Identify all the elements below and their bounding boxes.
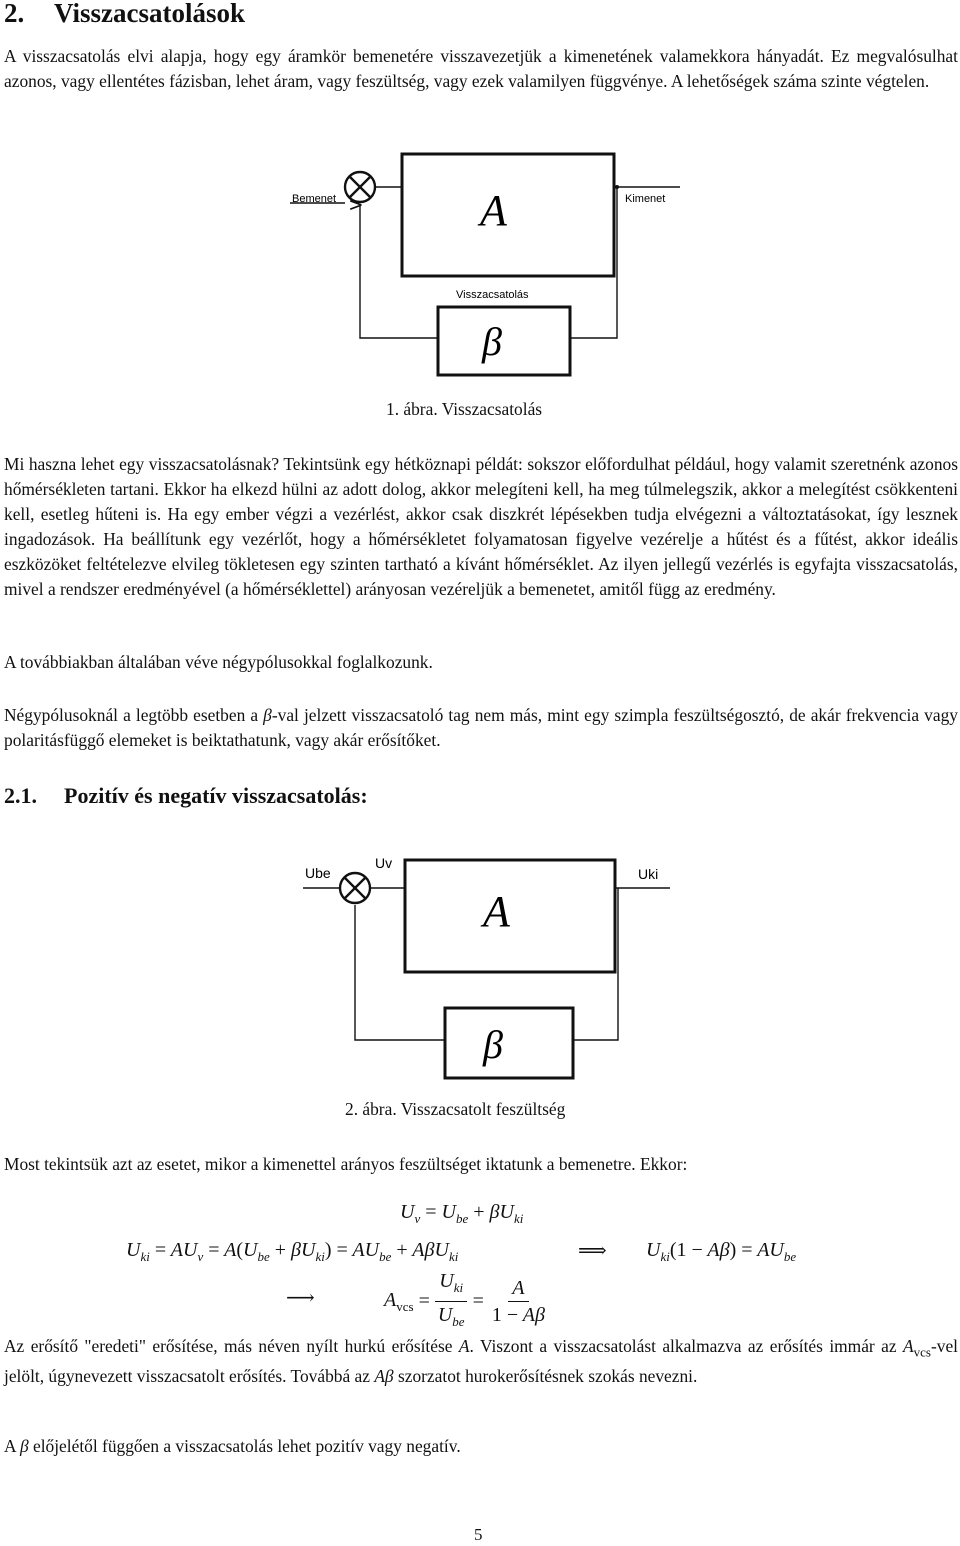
feedback-label: Visszacsatolás xyxy=(456,289,529,301)
equation-output-voltage: $U_{ki} = AU_v = A(U_{be} + \beta U_{ki}) = AU_{be} + A\beta U_{ki}$ xyxy=(126,1239,459,1264)
section-heading xyxy=(4,0,245,29)
paragraph-four-pole: A továbbiakban általában véve négypólusokkal foglalkozunk. xyxy=(4,652,433,672)
paragraph-thermostat-example: Mi haszna lehet egy visszacsatolásnak? Tekintsünk egy hétköznapi példát: sokszor előfordulhat például, hogy valamit szeretnénk azonos hőmérsékleten tartani. Ekkor ha elkezd hülni az adott dolog, akkor melegíteni kell, ha meg túlmelegszik, akkor a melegítést csökkenteni kell, esetleg hűteni is. Ha egy ember végzi a vezérlést, akkor csak diszkrét lépésekben tudja elvégezni a változtatásokat, így lesznek ingadozások. Ha beállítunk egy vezérlőt, hogy a hőmérsékletet folyamatosan figyelve vezérelje a hűtést és a fűtést, akkor ideális eszközöket feltételezve elvileg tökletesen egy szinten tartható a kívánt hőmérséklet. Az ilyen jellegű vezérlés is egyfajta visszacsatolás, mivel a rendszer eredményével (a hőmérséklettel) arányosan vezéreljük a bemenetet, amitől függ az eredmény. xyxy=(4,454,958,599)
page-number: 5 xyxy=(474,1525,483,1544)
paragraph-beta-element: Négypólusoknál a legtöbb esetben a β-val jelzett visszacsatoló tag nem más, mint egy szimpla feszültségosztó, de akár frekvencia vagy polaritásfüggő elemeket is beiktathatunk, vagy akár erősítőket. xyxy=(4,705,958,750)
section-number: 2. xyxy=(4,0,25,28)
output-label: Kimenet xyxy=(625,193,666,205)
figure2-caption: 2. ábra. Visszacsatolt feszültség xyxy=(345,1099,566,1119)
paragraph-voltage-feedback: Most tekintsük azt az esetet, mikor a kimenettel arányos feszültséget iktatunk a bemenetre. Ekkor: xyxy=(4,1154,688,1174)
intro-paragraph: A visszacsatolás elvi alapja, hogy egy áramkör bemenetére visszavezetjük a kimenetének valamekkora hányadát. Ez megvalósulhat azonos, vagy ellentétes fázisban, lehet áram, vagy feszültség, vagy ezek valamilyen függvénye. A lehetőségek száma szinte végtelen. xyxy=(4,46,958,91)
block-a-label: A xyxy=(483,887,510,936)
figure1-caption: 1. ábra. Visszacsatolás xyxy=(386,399,543,419)
feedback-block-diagram xyxy=(280,145,700,385)
implies-arrow: ⟹ xyxy=(578,1240,607,1262)
feedback-block xyxy=(445,1008,573,1078)
voltage-feedback-diagram xyxy=(295,848,685,1088)
block-a-label: A xyxy=(480,186,507,235)
subsection-heading xyxy=(4,783,368,809)
block-beta-label: β xyxy=(482,319,502,364)
sum-voltage-label: Uv xyxy=(375,855,393,871)
input-voltage-label: Ube xyxy=(305,865,331,881)
input-label: Bemenet xyxy=(292,193,337,205)
amplifier-block xyxy=(402,154,614,276)
beta-symbol: β xyxy=(263,705,272,725)
subsection-number: 2.1. xyxy=(4,783,37,808)
paragraph-gain-definitions: Az erősítő "eredeti" erősítése, más néven nyílt hurkú erősítése A. Viszont a visszacsatolást alkalmazva az erősítés immár az $A_{vcs}$-vel jelölt, úgynevezett visszacsatolt erősítés. Továbbá az Aβ szorzatot hurokerősítésnek szokás nevezni. xyxy=(4,1336,958,1387)
output-voltage-label: Uki xyxy=(638,866,659,882)
equation-rearranged: $U_{ki}(1 - A\beta) = AU_{be}$ xyxy=(646,1239,797,1264)
section-title: Visszacsatolások xyxy=(54,0,246,28)
subsection-title: Pozitív és negatív visszacsatolás: xyxy=(64,783,368,808)
block-beta-label: β xyxy=(483,1022,503,1067)
feedback-block xyxy=(438,307,570,375)
right-arrow: ⟶ xyxy=(286,1287,315,1309)
amplifier-block xyxy=(405,860,615,972)
equation-closed-loop-gain: $A_{vcs}$ = $\frac{U_{ki}}{U_{be}}$ = $\frac{A}{1 - A\beta}$ xyxy=(384,1270,545,1329)
equation-sum-voltage: $U_v = U_{be} + \beta U_{ki}$ xyxy=(400,1201,524,1226)
paragraph-beta-sign: A β előjelétől függően a visszacsatolás lehet pozitív vagy negatív. xyxy=(4,1436,461,1456)
